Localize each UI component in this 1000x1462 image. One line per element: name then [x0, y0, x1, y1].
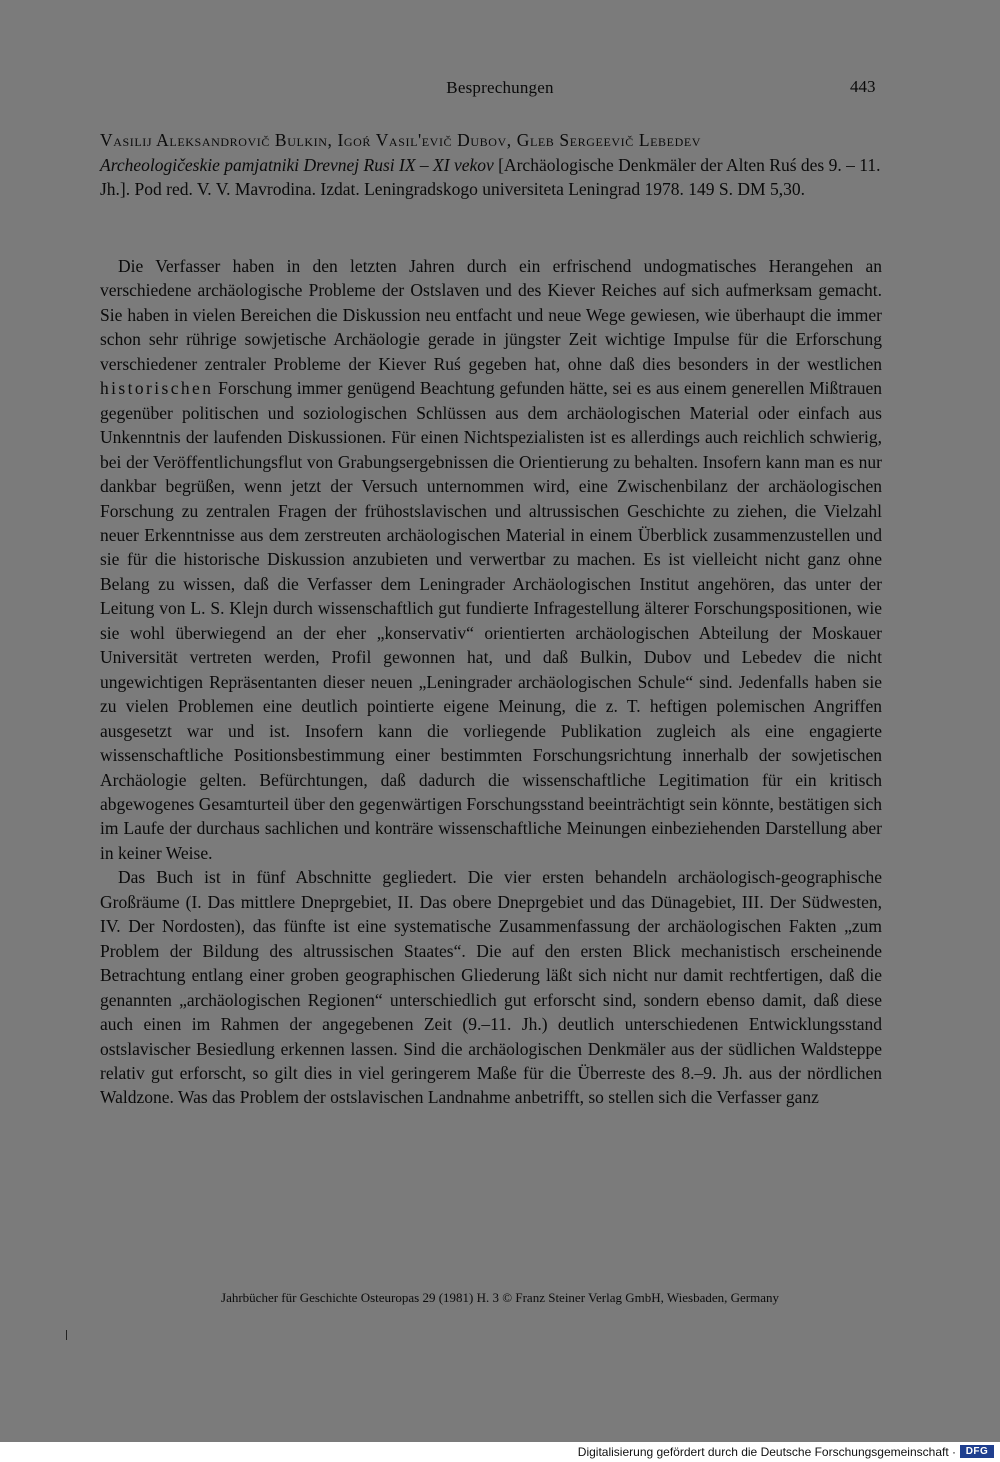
citation-details: [Archäologische Denkmäler der Alten Ruś des 9. – 11. Jh.]. Pod red. V. V. Mavrodina. Izdat. Leningradskogo universiteta Leningrad 1978. 149 S. DM 5,30.	[100, 154, 881, 199]
paragraph-1	[100, 254, 882, 865]
citation-title: Archeologičeskie pamjatniki Drevnej Rusi IX – XI vekov	[100, 154, 494, 175]
page-number: 443	[850, 77, 876, 96]
running-head: Besprechungen	[446, 78, 554, 97]
paragraph-2: Das Buch ist in fünf Abschnitte gegliedert. Die vier ersten behandeln archäologisch-geographische Großräume (I. Das mittlere Dneprgebiet, II. Das obere Dneprgebiet und das Dünagebiet, III. Der Südwesten, IV. Der Nordosten), das fünfte ist eine systematische Zusammenfassung der archäologischen Fakten „zum Problem der Bildung des altrussischen Staates“. Die auf den ersten Blick mechanistisch erscheinende Betrachtung entlang einer groben geographischen Gliederung läßt sich nicht nur damit rechtfertigen, daß die genannten „archäologischen Regionen“ unterschiedlich gut erforscht sind, sondern ebenso damit, daß diese auch einen im Rahmen der angegebenen Zeit (9.–11. Jh.) deutlich unterschiedenen Entwicklungsstand ostslavischer Besiedlung erkennen lassen. Sind die archäologischen Denkmäler aus der südlichen Waldsteppe relativ gut erforscht, so gilt dies in viel geringerem Maße für die Überreste des 8.–9. Jh. aus der nördlichen Waldzone. Was das Problem der ostslavischen Landnahme anbetrifft, so stellen sich die Verfasser ganz	[100, 867, 882, 1108]
journal-footer: Jahrbücher für Geschichte Osteuropas 29 (1981) H. 3 © Franz Steiner Verlag GmbH, Wiesbaden, Germany	[221, 1290, 779, 1305]
dfg-logo: DFG	[960, 1445, 994, 1458]
dfg-credit-text: Digitalisierung gefördert durch die Deutsche Forschungsgemeinschaft ·	[577, 1445, 956, 1459]
review-citation	[100, 128, 882, 202]
paragraph-1-part-b: Forschung immer genügend Beachtung gefunden hätte, sei es aus einem generellen Mißtrauen gegenüber politischen und soziologischen Schlüssen aus dem archäologischen Material oder einfach aus Unkenntnis der laufenden Diskussionen. Für einen Nichtspezialisten ist es allerdings auch reichlich schwierig, bei der Veröffentlichungsflut von Grabungsergebnissen die Orientierung zu behalten. Insofern kann man es nur dankbar begrüßen, wenn jetzt der Versuch unternommen wird, eine Zwischenbilanz der archäologischen Forschung zu zentralen Fragen der frühostslavischen und altrussischen Geschichte zu ziehen, die Vielzahl neuer Erkenntnisse aus dem zerstreuten archäologischen Material in einem Überblick zusammenzustellen und sie für die historische Diskussion anzubieten und verwertbar zu machen. Es ist vielleicht nicht ganz ohne Belang zu wissen, daß die Verfasser dem Leningrader Archäologischen Institut angehören, das unter der Leitung von L. S. Klejn durch wissenschaftlich gut fundierte Infragestellung älterer Forschungspositionen, wie sie wohl überwiegend an der eher „konservativ“ orientierten archäologischen Abteilung der Moskauer Universität vertreten werden, Profil gewonnen hat, und daß Bulkin, Dubov und Lebedev die nicht ungewichtigen Repräsentanten dieser neuen „Leningrader archäologischen Schule“ sind. Jedenfalls haben sie zu vielen Problemen eine deutlich pointierte eigene Meinung, die z. T. heftigen polemischen Angriffen ausgesetzt war und ist. Insofern kann die vorliegende Publikation zugleich als eine engagierte wissenschaftliche Positionsbestimmung einer bestimmten Forschungsrichtung innerhalb der sowjetischen Archäologie gelten. Befürchtungen, daß dadurch die wissenschaftliche Legitimation für ein kritisch abgewogenes Gesamturteil über den gegenwärtigen Forschungsstand beeinträchtigt sein könnte, bestätigen sich im Laufe der durchaus sachlichen und konträre wissenschaftliche Meinungen einbeziehenden Darstellung aber in keiner Weise.	[100, 378, 882, 863]
paragraph-1-spaced-word: historischen	[100, 378, 214, 399]
digitization-banner	[0, 1442, 1000, 1462]
scan-mark	[66, 1330, 67, 1340]
review-body	[100, 254, 882, 1110]
paragraph-1-part-a: Die Verfasser haben in den letzten Jahren durch ein erfrischend undogmatisches Herangehen an verschiedene archäologische Probleme der Ostslaven und des Kiever Reiches auf sich aufmerksam gemacht. Sie haben in vielen Bereichen die Diskussion neu entfacht und neue Wege gewiesen, wie überhaupt die immer schon sehr rührige sowjetische Archäologie gerade in jüngster Zeit wichtige Impulse für die Erforschung verschiedener zentraler Probleme der Kiever Ruś gegeben hat, ohne daß dies besonders in der westlichen	[100, 256, 882, 374]
citation-authors: Vasilij Aleksandrovič Bulkin, Igoŕ Vasil'evič Dubov, Gleb Sergeevič Lebedev	[100, 130, 702, 150]
